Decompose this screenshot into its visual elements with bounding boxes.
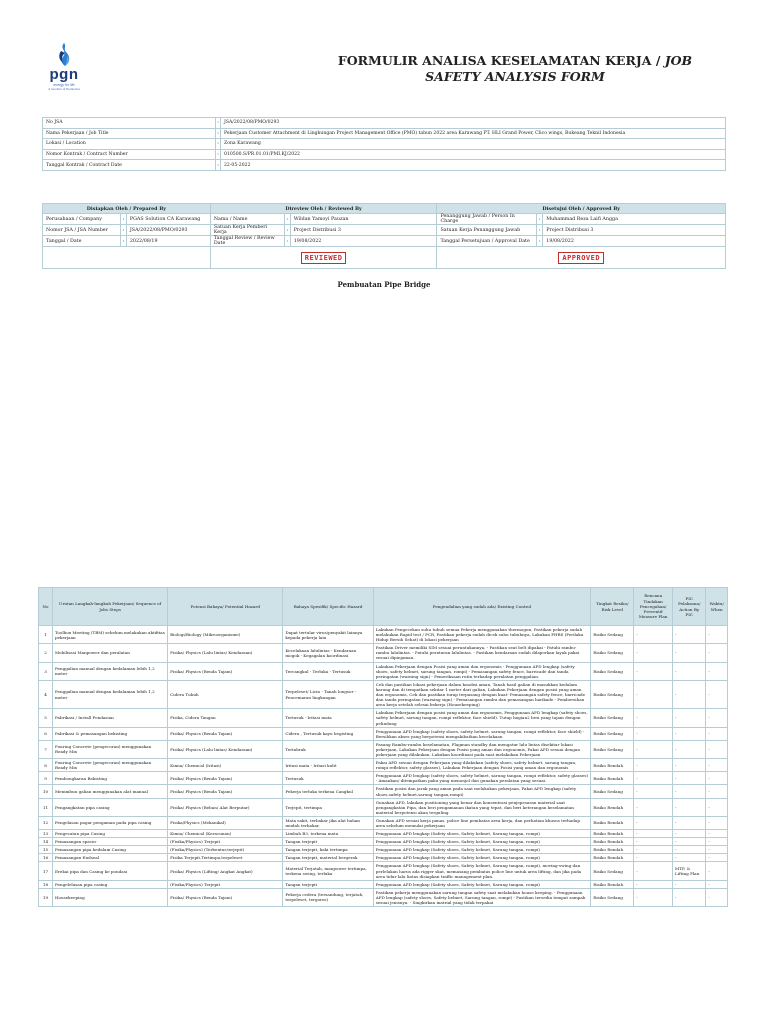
risk-level-cell: Risiko Sedang (591, 626, 634, 644)
col-header-pic: PIC Pelaksana/ Action By PIC (673, 588, 706, 626)
existing-control-cell: Pasang Rambu-rambu keselamatan, Flagman standby dan mengatur lalu lintas disekitar lokasi pekerjaan, Lakukan Pekerjaan dengan Posisi yang aman dan ergonomis, Pakai APD sesuai dengan pekerjaan yang dilakukan, Lakukan koordinasi pada saat melakukan Pekerjaan (373, 740, 590, 758)
existing-control-cell: Lakukan Pekerjaan dengan Posisi yang aman dan ergonomis - Penggunaan APD lengkap (safety shoes, safety helmet, sarung tangan, rompi) - Pemasangan safety fence, barricade dan tanda peringatan (warning sign) - Pemeriksaan rutin terhadap peralatan penggalian. (373, 662, 590, 680)
potential-hazard-cell: Cidera Tubuh (168, 680, 283, 708)
action-when-cell: - (706, 798, 728, 816)
existing-control-cell: Penggunaan APD lengkap (Safety shoes, Safety helmet, Sarung tangan, rompi) (373, 838, 590, 846)
potential-hazard-cell: Biologi/Biology (Mikroorganisme) (168, 626, 283, 644)
table-row (39, 888, 728, 906)
col-header-risk: Tingkat Resiko/ Risk Level (591, 588, 634, 626)
potential-hazard-cell: Kimia/ Chemical (Iritasi) (168, 759, 283, 772)
existing-control-cell: Lakukan Pekerjaan dengan posisi yang aman dan ergonomis, Penggunaan APD lengkap (safety shoes, safety helmet, sarung tangan, rompi reflektor, face shield). Tutup bagian2 besi yang tajam dengan pelindung (373, 709, 590, 727)
row-number-cell: 10 (39, 785, 53, 798)
approval-row (43, 214, 726, 225)
approval-separator: : (120, 225, 126, 236)
potential-hazard-cell: Fisika Terjepit,Tertimpa,terpeleset (168, 854, 283, 862)
specific-hazard-cell: Pekerja terluka terkena Cangkul (283, 785, 373, 798)
specific-hazard-cell: Kecelakaan lalulintas - Kendaraan mogok - Kegagalan koordinasi (283, 644, 373, 662)
job-step-cell: Pengecatan pipa Casing (52, 830, 167, 838)
specific-hazard-cell: Cidera , Tertusuk kayu begisting (283, 727, 373, 740)
specific-hazard-cell: Terpeleset/ Licin - Tanah longsor - Pencemaran lingkungan (283, 680, 373, 708)
risk-level-cell: Risiko Rendah (591, 880, 634, 888)
action-pic-cell: - (673, 662, 706, 680)
row-number-cell: 19 (39, 888, 53, 906)
risk-level-cell: Risiko Rendah (591, 759, 634, 772)
info-label: Lokasi / Location (43, 139, 216, 150)
specific-hazard-cell: Tercangkul - Terluka - Tertusuk (283, 662, 373, 680)
existing-control-cell: Gunakan APD, lakukan positioning yang benar dan konsentrasi penjepesaran material saat pengangkatan Pipa, dan beri pengamanan ikatan yang tepat, dan beri keterangan keselamatan material berpotensi akan terguling. (373, 798, 590, 816)
specific-hazard-cell: Material Terjatuh, manpower tertimpa, terkena swing, terluka (283, 862, 373, 880)
action-pic-cell: - (673, 709, 706, 727)
preventive-plan-cell: - (634, 838, 673, 846)
specific-hazard-cell: Terjepit, tertimpa (283, 798, 373, 816)
row-number-cell: 12 (39, 816, 53, 829)
action-when-cell: - (706, 816, 728, 829)
existing-control-cell: Penggunaan APD lengkap (Safety shoes, Safety helmet, Sarung tangan, rompi), moving-swing dan perlelakan harus ada rigger skat, memasang pembatas police line untuk area lifting, dan jika pada area tidur lalu lintas disiapkan traffic management plan. (373, 862, 590, 880)
info-row (43, 160, 726, 171)
action-pic-cell: - (673, 740, 706, 758)
preventive-plan-cell: - (634, 709, 673, 727)
prepared-value: JSA/2022/08/PMO/0293 (126, 225, 210, 236)
potential-hazard-cell: Fisika/ Physics (Benda Tajam) (168, 785, 283, 798)
preventive-plan-cell: - (634, 772, 673, 785)
action-when-cell: - (706, 772, 728, 785)
specific-hazard-cell: Tangan terjepit (283, 880, 373, 888)
logo-wordmark: pgn (49, 66, 79, 83)
existing-control-cell: Pastikan posisi dan jarak yang aman pada saat melakukan pekerjaan, Pakai APD lengkap (safety shoes,safety helmet,sarung tangan,rompi) (373, 785, 590, 798)
action-when-cell: - (706, 854, 728, 862)
pgn-flame-icon (53, 42, 75, 68)
info-row (43, 149, 726, 160)
preventive-plan-cell: - (634, 862, 673, 880)
potential-hazard-cell: (Fisika/Physics) Terjepit (168, 838, 283, 846)
action-pic-cell: - (673, 785, 706, 798)
prepared-value: PGAS Solution CA Karawang (126, 214, 210, 225)
action-when-cell: - (706, 846, 728, 854)
job-step-cell: Penggalian manual dengan kedalaman lebih 1,2 meter (52, 680, 167, 708)
job-step-cell: Pengelelasan pipa casing (52, 880, 167, 888)
info-separator: : (216, 139, 221, 150)
risk-level-cell: Risiko Sedang (591, 680, 634, 708)
row-number-cell: 8 (39, 759, 53, 772)
col-header-plan: Rencana Tindakan Pencegahan/ Preventif Measure Plan (634, 588, 673, 626)
action-pic-cell: MTP, & Lifting Plan (673, 862, 706, 880)
approval-separator: : (284, 236, 290, 247)
action-pic-cell: - (673, 626, 706, 644)
approval-separator: : (537, 214, 543, 225)
approval-table (42, 203, 726, 269)
preventive-plan-cell: - (634, 740, 673, 758)
risk-level-cell: Risiko Sedang (591, 727, 634, 740)
job-step-cell: Pemasangan spacer (52, 838, 167, 846)
reviewed-signature-cell (210, 247, 437, 269)
job-safety-analysis-table (38, 587, 728, 907)
action-when-cell: - (706, 759, 728, 772)
action-pic-cell: - (673, 798, 706, 816)
action-when-cell: - (706, 785, 728, 798)
action-when-cell: - (706, 880, 728, 888)
prepared-label: Tanggal / Date (43, 236, 121, 247)
specific-hazard-cell: Tertusuk - Iritasi mata (283, 709, 373, 727)
action-when-cell: - (706, 838, 728, 846)
approval-row (43, 225, 726, 236)
risk-level-cell: Risiko Rendah (591, 838, 634, 846)
prepared-label: Perusahaan / Company (43, 214, 121, 225)
approval-separator: : (537, 225, 543, 236)
risk-level-cell: Risiko Rendah (591, 772, 634, 785)
table-row (39, 626, 728, 644)
reviewed-value: Wildan Yamoyi Pauzan (290, 214, 437, 225)
row-number-cell: 14 (39, 838, 53, 846)
col-header-hazard: Potensi Bahaya/ Potential Hazard (168, 588, 283, 626)
approved-by-header: Disetujui Oleh / Approved By (437, 204, 726, 214)
info-separator: : (216, 160, 221, 171)
approved-stamp: APPROVED (558, 252, 604, 264)
risk-level-cell: Risiko Sedang (591, 644, 634, 662)
info-separator: : (216, 149, 221, 160)
approval-separator: : (120, 214, 126, 225)
potential-hazard-cell: Kimia/ Chemical (Keracunan) (168, 830, 283, 838)
existing-control-cell: Lakukan Pengecekan suhu tubuh semua Pekerja menggunakan thermogun, Pastikan pekerja sudah melakukan Rapid test / PCR, Pastikan pekerja sudah dicek suhu tubuhnya, Lakukan PHBS (Perilaku Hidup Bersih Sehat) di lokasi pekerjaan (373, 626, 590, 644)
table-row (39, 862, 728, 880)
info-label: No JSA (43, 118, 216, 129)
table-row (39, 759, 728, 772)
approved-value: Muhammad Reza Laifi Angga (543, 214, 726, 225)
table-row (39, 816, 728, 829)
potential-hazard-cell: Fisika/ Physics (Lifting/ Angkat Angkat) (168, 862, 283, 880)
risk-level-cell: Risiko Sedang (591, 785, 634, 798)
row-number-cell: 16 (39, 854, 53, 862)
col-header-no: No (39, 588, 53, 626)
specific-hazard-cell: Tertusuk (283, 772, 373, 785)
form-title (330, 53, 700, 85)
action-pic-cell: - (673, 888, 706, 906)
risk-level-cell: Risiko Sedang (591, 662, 634, 680)
preventive-plan-cell: - (634, 816, 673, 829)
reviewed-by-header: Direview Oleh / Reviewed By (210, 204, 437, 214)
reviewed-value: 19/08/2022 (290, 236, 437, 247)
action-when-cell: - (706, 662, 728, 680)
action-pic-cell: - (673, 830, 706, 838)
prepared-by-header: Disiapkan Oleh / Prepared By (43, 204, 211, 214)
preventive-plan-cell: - (634, 880, 673, 888)
info-row (43, 128, 726, 139)
preventive-plan-cell: - (634, 626, 673, 644)
job-step-cell: Penggalian manual dengan kedalaman lebih 1,2 meter (52, 662, 167, 680)
action-pic-cell: - (673, 759, 706, 772)
preventive-plan-cell: - (634, 798, 673, 816)
specific-hazard-cell: Tangan terjepit, material bergerak (283, 854, 373, 862)
specific-hazard-cell: Dapat tertular virus/penyakit lainnya kepada pekerja lain (283, 626, 373, 644)
existing-control-cell: Cek dan pastikan lokasi pekerjaan dalam kondisi aman, Tanah hasil galian di masukkan kedalam karung dan di tempatkan sekitar 1 meter dari galian, Lakukan Pekerjaan dengan posisi yang aman dan ergonomis, Cek dan pastikan turap terpasang dengan kuat- Pemasangan safety fence, barricade dan tanda peringatan (warning sign) - Pemasangan rambu dan pemasangan barikade - Pembersihan area kerja setelah selesai bekerja (Housekeeping) (373, 680, 590, 708)
preventive-plan-cell: - (634, 854, 673, 862)
job-name-heading: Pembuatan Pipe Bridge (337, 280, 431, 289)
potential-hazard-cell: (Fisika/Physics) Terjepit (168, 880, 283, 888)
form-title-line2: SAFETY ANALYSIS FORM (425, 69, 605, 84)
specific-hazard-cell: Limbah B3, terkena mata (283, 830, 373, 838)
table-row (39, 740, 728, 758)
table-row (39, 854, 728, 862)
row-number-cell: 15 (39, 846, 53, 854)
preventive-plan-cell: - (634, 830, 673, 838)
risk-level-cell: Risiko Sedang (591, 740, 634, 758)
table-row (39, 798, 728, 816)
potential-hazard-cell: Fisika/ Physics (Beban/ Alat Berputar) (168, 798, 283, 816)
form-title-italic: JOB (664, 53, 693, 68)
action-when-cell: - (706, 740, 728, 758)
col-header-steps: Urutan Langkah-langkah Pekerjaan/ Sequence of Jobs Steps (52, 588, 167, 626)
row-number-cell: 1 (39, 626, 53, 644)
existing-control-cell: Pastikan pekerja menggunakan sarung tangan safety saat melakukan house keeping. - Penggunaan APD lengkap (safety shoes, Safety helmet, Sarung tangan, rompi) - Pastikan tersedia tempat sampah sesuai jenisnya. - Singkirkan matrial yang tidak terpakai (373, 888, 590, 906)
table-row (39, 880, 728, 888)
risk-level-cell: Risiko Rendah (591, 846, 634, 854)
action-when-cell: - (706, 709, 728, 727)
reviewed-label: Satuan Kerja Pemberi Kerja (210, 225, 284, 236)
table-row (39, 727, 728, 740)
row-number-cell: 13 (39, 830, 53, 838)
action-pic-cell: - (673, 680, 706, 708)
approval-separator: : (120, 236, 126, 247)
action-pic-cell: - (673, 880, 706, 888)
table-row (39, 772, 728, 785)
potential-hazard-cell: Fisika/ Physics (Lalu lintas/ Kendaraan) (168, 644, 283, 662)
existing-control-cell: Penggunaan APD lengkap (safety shoes, safety helmet, sarung tangan, rompi reflektor, safety glasses) - Amankan/ ditempatkan paku yang menonjol dan gunakan peralatan yang sesuai. (373, 772, 590, 785)
existing-control-cell: Pakai APD sesuai dengan Pekerjaan yang dilakukan (safety shoes, safety helmet, sarung tangan, rompi reflektor, safety glasses), Lakukan Pekerjaan dengan Posisi yang aman dan ergonomis (373, 759, 590, 772)
action-when-cell: - (706, 626, 728, 644)
job-step-cell: Erekai pipa dan Casing ke pondasi (52, 862, 167, 880)
table-row (39, 785, 728, 798)
job-step-cell: Pouring Concrete (pengecoran) menggunakan Ready Mix (52, 740, 167, 758)
table-row (39, 838, 728, 846)
action-when-cell: - (706, 727, 728, 740)
info-separator: : (216, 118, 221, 129)
job-step-cell: Pemasangan Endseal (52, 854, 167, 862)
col-header-control: Pengendalian yang sudah ada/ Existing Control (373, 588, 590, 626)
action-when-cell: - (706, 644, 728, 662)
specific-hazard-cell: Tertabrak (283, 740, 373, 758)
approved-label: Satuan Kerja Penanggung Jawab (437, 225, 537, 236)
specific-hazard-cell: Iritasi mata - Iritasi kulit (283, 759, 373, 772)
approval-separator: : (537, 236, 543, 247)
prepared-signature-cell (43, 247, 211, 269)
action-pic-cell: - (673, 838, 706, 846)
row-number-cell: 2 (39, 644, 53, 662)
info-value: 22-05-2022 (221, 160, 726, 171)
job-step-cell: Housekeeping (52, 888, 167, 906)
row-number-cell: 7 (39, 740, 53, 758)
pgn-logo (44, 42, 84, 91)
existing-control-cell: Penggunaan APD lengkap (Safety shoes, Safety helmet, Sarung tangan, rompi) (373, 846, 590, 854)
risk-level-cell: Risiko Rendah (591, 798, 634, 816)
table-row (39, 846, 728, 854)
specific-hazard-cell: Pekerja cedera (tersandung, terjatuh, terpeleset, tergores) (283, 888, 373, 906)
action-pic-cell: - (673, 816, 706, 829)
action-pic-cell: - (673, 727, 706, 740)
row-number-cell: 6 (39, 727, 53, 740)
info-label: Tanggal Kontrak / Contract Date (43, 160, 216, 171)
info-value: JSA/2022/08/PMO/0293 (221, 118, 726, 129)
risk-level-cell: Risiko Sedang (591, 862, 634, 880)
approved-value: 19/08/2022 (543, 236, 726, 247)
job-step-cell: Pabrikasi & pemasangan bekisting (52, 727, 167, 740)
job-step-cell: Pembongkaran Bekisting (52, 772, 167, 785)
job-step-cell: Pengangkatan pipa casing (52, 798, 167, 816)
action-pic-cell: - (673, 644, 706, 662)
action-when-cell: - (706, 862, 728, 880)
form-title-line1: FORMULIR ANALISA KESELAMATAN KERJA / (337, 53, 665, 68)
potential-hazard-cell: Fisika/ Physics (Benda Tajam) (168, 662, 283, 680)
potential-hazard-cell: Fisika/ Physics (Benda Tajam) (168, 727, 283, 740)
approved-label: Penanggung Jawab / Person In Charge (437, 214, 537, 225)
prepared-label: Nomor JSA / JSA Number (43, 225, 121, 236)
existing-control-cell: Penggunaan APD lengkap (Safety shoes, Safety helmet, Sarung tangan, rompi) (373, 830, 590, 838)
row-number-cell: 18 (39, 880, 53, 888)
row-number-cell: 5 (39, 709, 53, 727)
preventive-plan-cell: - (634, 680, 673, 708)
logo-tagline: energy for life (53, 83, 75, 87)
col-header-when: Waktu/ When (706, 588, 728, 626)
existing-control-cell: Pastikan Driver memiliki SIM sesuai peruntukannya. - Pastikan seat belt dipakai - Patuhi rambu-rambu lalulintas. - Patuhi peraturan lalulintas. - Pastikan kendaraan sudah dilaporkan layak pakai sesuai dipinjaman. (373, 644, 590, 662)
risk-level-cell: Risiko Sedang (591, 888, 634, 906)
preventive-plan-cell: - (634, 846, 673, 854)
info-row (43, 139, 726, 150)
action-pic-cell: - (673, 854, 706, 862)
existing-control-cell: Penggunaan APD lengkap (Safety shoes, Safety helmet, Sarung tangan, rompi) (373, 854, 590, 862)
prepared-value: 2022/08/19 (126, 236, 210, 247)
info-value: 010500.S/PR.01.01/PMI.KJ/2022 (221, 149, 726, 160)
row-number-cell: 3 (39, 662, 53, 680)
preventive-plan-cell: - (634, 759, 673, 772)
info-label: Nomor Kontrak / Contract Number (43, 149, 216, 160)
preventive-plan-cell: - (634, 727, 673, 740)
potential-hazard-cell: Fisika/ Physics (Benda Tajam) (168, 888, 283, 906)
jsa-info-table (42, 117, 726, 171)
approval-separator: : (284, 225, 290, 236)
potential-hazard-cell: Fisika, Cidera Tangan (168, 709, 283, 727)
existing-control-cell: Gunakan APD sesuai kerja panas, police line pembatas area kerja, dan perhatian khusus terhadap area sebelum memulai pekerjaan (373, 816, 590, 829)
logo-subline: A member of Pertamina (48, 87, 80, 91)
table-row (39, 830, 728, 838)
risk-level-cell: Risiko Sedang (591, 709, 634, 727)
risk-level-cell: Risiko Rendah (591, 854, 634, 862)
action-when-cell: - (706, 830, 728, 838)
job-step-cell: Pabrikasi / Install Pondasian (52, 709, 167, 727)
specific-hazard-cell: Tangan terjepit, kaki tertimpa (283, 846, 373, 854)
row-number-cell: 4 (39, 680, 53, 708)
job-step-cell: Pouring Concrete (pengecoran) menggunakan Ready Mix (52, 759, 167, 772)
existing-control-cell: Penggunaan APD lengkap (safety shoes, safety helmet, sarung tangan, rompi reflektor, face shield) - Bersihkan akses yang berpotensi mengakibatkan kecelakaan (373, 727, 590, 740)
approved-value: Project Distribusi 3 (543, 225, 726, 236)
reviewed-stamp: REVIEWED (301, 252, 347, 264)
potential-hazard-cell: (Fisika/Physics) (Terbentur,terjepit) (168, 846, 283, 854)
job-step-cell: Pemasangan pipa kedalam Casing (52, 846, 167, 854)
reviewed-label: Tanggal Review / Review Date (210, 236, 284, 247)
info-label: Nama Pekerjaan / Job Title (43, 128, 216, 139)
potential-hazard-cell: Fisika/ Physics (Lalu lintas/ Kendaraan) (168, 740, 283, 758)
table-row (39, 644, 728, 662)
info-row (43, 118, 726, 129)
col-header-specific: Bahaya Spesifik/ Specific Hazard (283, 588, 373, 626)
table-row (39, 709, 728, 727)
info-value: Pekerjaan Customer Attachment di Lingkungan Project Management Office (PMO) tahun 2022 area Karawang PT. HLI Grand Power, Clico wings, Bukeang Teknil Indonesia (221, 128, 726, 139)
action-when-cell: - (706, 680, 728, 708)
approval-separator: : (284, 214, 290, 225)
table-row (39, 662, 728, 680)
preventive-plan-cell: - (634, 785, 673, 798)
action-when-cell: - (706, 888, 728, 906)
action-pic-cell: - (673, 772, 706, 785)
specific-hazard-cell: Tangan terjepit (283, 838, 373, 846)
reviewed-label: Nama / Name (210, 214, 284, 225)
row-number-cell: 11 (39, 798, 53, 816)
row-number-cell: 9 (39, 772, 53, 785)
risk-level-cell: Risiko Rendah (591, 830, 634, 838)
info-separator: : (216, 128, 221, 139)
preventive-plan-cell: - (634, 888, 673, 906)
approved-signature-cell (437, 247, 726, 269)
job-step-cell: Menimbun galian menggunakan alat manual (52, 785, 167, 798)
info-value: Zona Karawang (221, 139, 726, 150)
approved-label: Tanggal Persetujuan / Approval Date (437, 236, 537, 247)
potential-hazard-cell: Fisika/ Physics (Benda Tajam) (168, 772, 283, 785)
row-number-cell: 17 (39, 862, 53, 880)
table-row (39, 680, 728, 708)
potential-hazard-cell: Fisika/Physics (Mekanikal) (168, 816, 283, 829)
job-step-cell: Toolbox Meeting (TBM) sebelum melakukan aktifitas pekerjaan (52, 626, 167, 644)
job-step-cell: Mobilisasi Manpower dan peralatan (52, 644, 167, 662)
preventive-plan-cell: - (634, 644, 673, 662)
existing-control-cell: Penggunaan APD lengkap (Safety shoes, Safety helmet, Sarung tangan, rompi) (373, 880, 590, 888)
reviewed-value: Project Distribusi 3 (290, 225, 437, 236)
risk-level-cell: Risiko Rendah (591, 816, 634, 829)
preventive-plan-cell: - (634, 662, 673, 680)
job-step-cell: Pengelasan pagar pengaman pada pipa casing (52, 816, 167, 829)
specific-hazard-cell: Mata sakit, terbakar jika alat bahan mudah terbakar, (283, 816, 373, 829)
action-pic-cell: - (673, 846, 706, 854)
approval-row (43, 236, 726, 247)
